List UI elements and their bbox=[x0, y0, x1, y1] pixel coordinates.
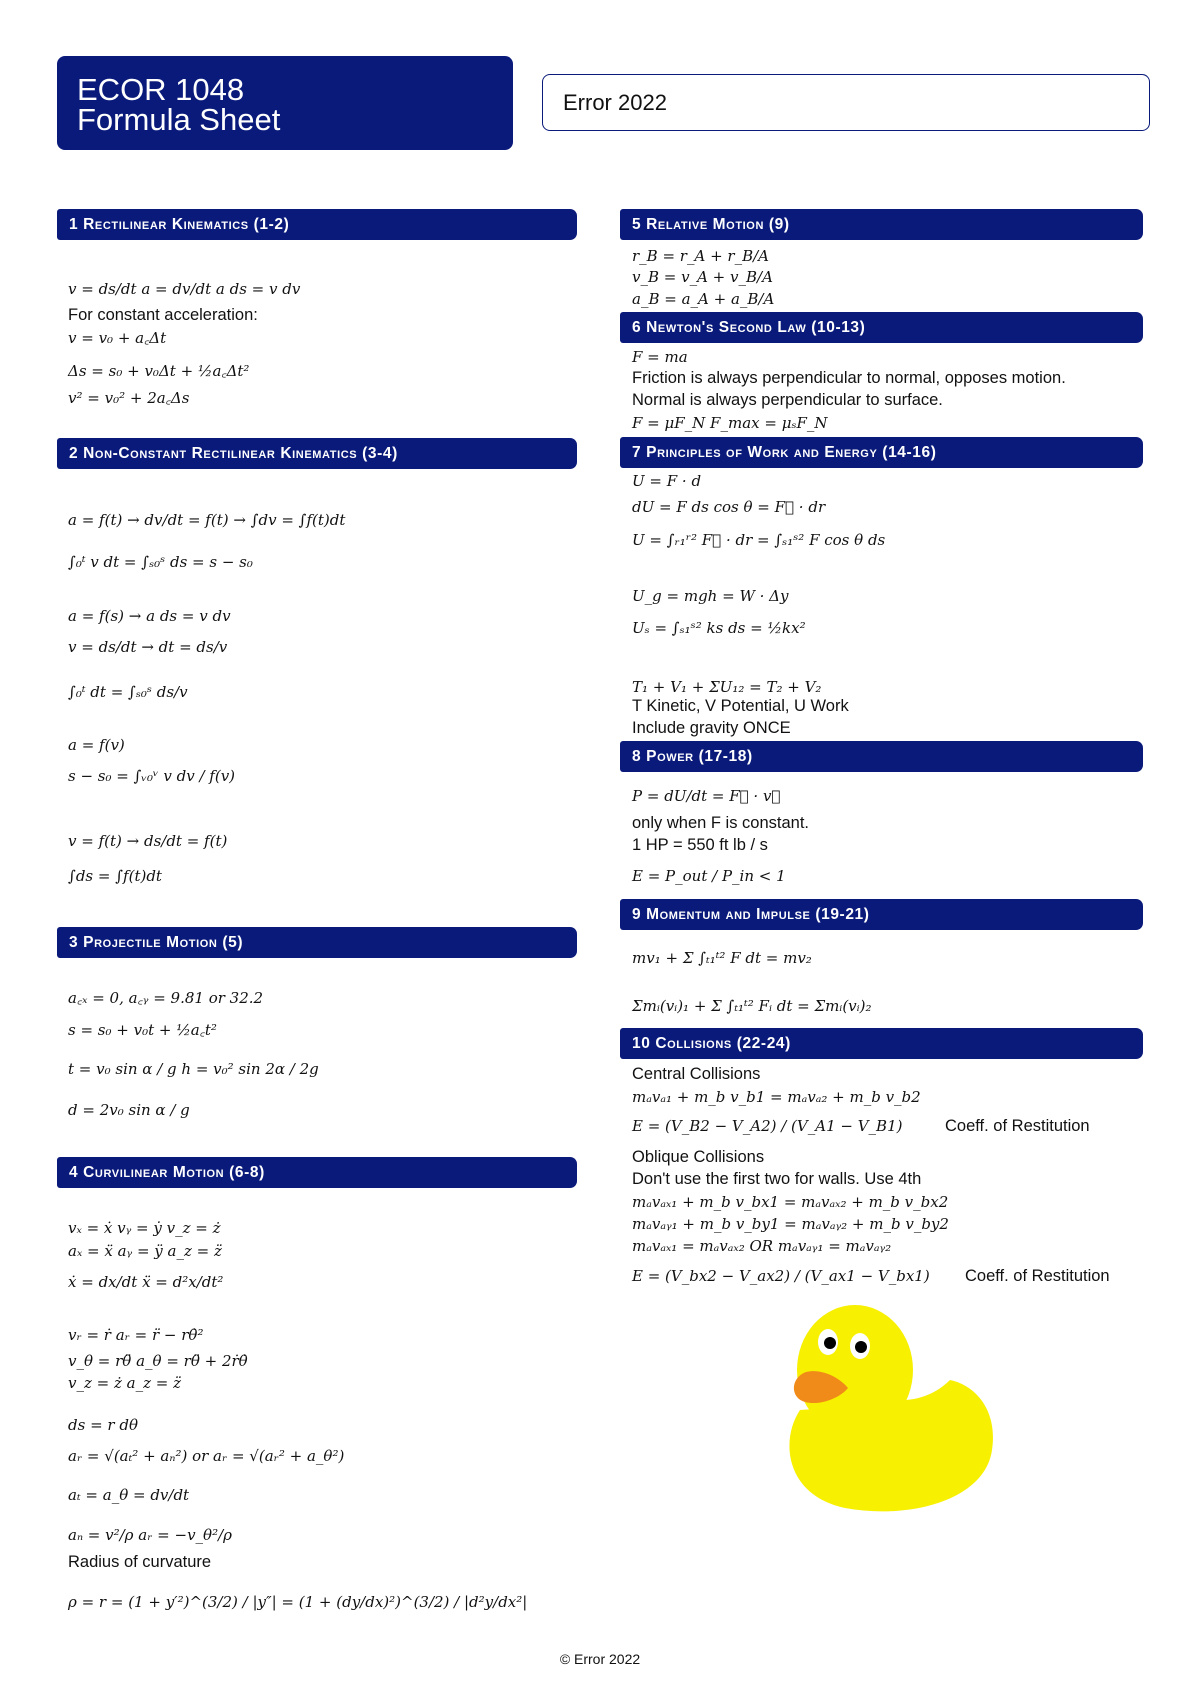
formula-line: v = ds/dt a = dv/dt a ds = v dv bbox=[68, 280, 301, 298]
formula-line: a = f(s) → a ds = v dv bbox=[68, 607, 231, 625]
formula-line: a = f(t) → dv/dt = f(t) → ∫dv = ∫f(t)dt bbox=[68, 511, 346, 529]
formula-line: a = f(v) bbox=[68, 736, 125, 754]
formula-line: Σmᵢ(vᵢ)₁ + Σ ∫ₜ₁ᵗ² Fᵢ dt = Σmᵢ(vᵢ)₂ bbox=[632, 997, 872, 1015]
text-line: 1 HP = 550 ft lb / s bbox=[632, 836, 768, 854]
formula-line: aₙ = v²/ρ aᵣ = −v_θ²/ρ bbox=[68, 1526, 232, 1544]
text-line: Radius of curvature bbox=[68, 1553, 212, 1571]
rubber-duck-illustration bbox=[760, 1290, 1010, 1520]
formula-line: r_B = r_A + r_B/A bbox=[632, 247, 769, 265]
section-header-work-energy: 7 Principles of Work and Energy (14-16) bbox=[620, 437, 1143, 468]
text-line: only when F is constant. bbox=[632, 814, 810, 832]
section-header-non-constant-kinematics: 2 Non-Constant Rectilinear Kinematics (3-4) bbox=[57, 438, 577, 469]
formula-line: d = 2v₀ sin α / g bbox=[68, 1101, 190, 1119]
formula-line: a_B = a_A + a_B/A bbox=[632, 290, 775, 308]
formula-line: P = dU/dt = F⃗ · v⃗ bbox=[632, 787, 781, 805]
formula-line: mv₁ + Σ ∫ₜ₁ᵗ² F dt = mv₂ bbox=[632, 949, 812, 967]
formula-line: U = F · d bbox=[632, 472, 702, 490]
text-line: Include gravity ONCE bbox=[632, 719, 791, 737]
formula-line: v_θ = rθ̈ a_θ = rθ̈ + 2ṙθ̇ bbox=[68, 1352, 248, 1370]
section-header-curvilinear-motion: 4 Curvilinear Motion (6-8) bbox=[57, 1157, 577, 1188]
section-header-rectilinear-kinematics: 1 Rectilinear Kinematics (1-2) bbox=[57, 209, 577, 240]
formula-line: vᵣ = ṙ aᵣ = r̈ − rθ̇² bbox=[68, 1326, 204, 1344]
formula-line: dU = F ds cos θ = F⃗ · dr bbox=[632, 498, 826, 516]
text-line: Normal is always perpendicular to surface. bbox=[632, 391, 943, 409]
text-line: Coeff. of Restitution bbox=[945, 1117, 1090, 1135]
author-box: Error 2022 bbox=[542, 74, 1150, 131]
duck-pupil-right bbox=[855, 1341, 867, 1353]
formula-line: Uₛ = ∫ₛ₁ˢ² ks ds = ½kx² bbox=[632, 619, 806, 637]
formula-line: v = f(t) → ds/dt = f(t) bbox=[68, 832, 228, 850]
text-line: Don't use the first two for walls. Use 4th bbox=[632, 1170, 922, 1188]
formula-line: mₐvₐₓ₁ + m_b v_bx1 = mₐvₐₓ₂ + m_b v_bx2 bbox=[632, 1193, 949, 1211]
formula-line: F = ma bbox=[632, 348, 688, 366]
formula-line: mₐvₐ₁ + m_b v_b1 = mₐvₐ₂ + m_b v_b2 bbox=[632, 1088, 921, 1106]
formula-line: E = (V_B2 − V_A2) / (V_A1 − V_B1) bbox=[632, 1117, 903, 1135]
formula-line: E = (V_bx2 − V_ax2) / (V_ax1 − V_bx1) bbox=[632, 1267, 930, 1285]
formula-line: v_B = v_A + v_B/A bbox=[632, 268, 773, 286]
section-header-newtons-second-law: 6 Newton's Second Law (10-13) bbox=[620, 312, 1143, 343]
formula-line: v = v₀ + a꜀Δt bbox=[68, 329, 167, 347]
formula-line: ∫ds = ∫f(t)dt bbox=[68, 867, 162, 885]
text-line: Friction is always perpendicular to normal, opposes motion. bbox=[632, 369, 1066, 387]
footer-copyright: © Error 2022 bbox=[559, 1651, 641, 1667]
formula-line: Δs = s₀ + v₀Δt + ½a꜀Δt² bbox=[68, 362, 250, 380]
formula-line: ds = r dθ bbox=[68, 1416, 138, 1434]
formula-line: t = v₀ sin α / g h = v₀² sin 2α / 2g bbox=[68, 1060, 319, 1078]
title-line-2: Formula Sheet bbox=[77, 102, 281, 137]
formula-line: v² = v₀² + 2a꜀Δs bbox=[68, 389, 190, 407]
text-line: Central Collisions bbox=[632, 1065, 761, 1083]
title-banner bbox=[57, 56, 513, 150]
formula-line: s = s₀ + v₀t + ½a꜀t² bbox=[68, 1021, 217, 1039]
text-line: T Kinetic, V Potential, U Work bbox=[632, 697, 849, 715]
formula-line: a꜀ₓ = 0, a꜀ᵧ = 9.81 or 32.2 bbox=[68, 989, 264, 1007]
duck-head bbox=[797, 1305, 913, 1435]
formula-line: E = P_out / P_in < 1 bbox=[632, 867, 786, 885]
formula-line: ρ = r = (1 + y′²)^(3/2) / |y″| = (1 + (dy/dx)²)^(3/2) / |d²y/dx²| bbox=[68, 1593, 528, 1611]
duck-pupil-left bbox=[824, 1337, 836, 1349]
formula-line: v = ds/dt → dt = ds/v bbox=[68, 638, 228, 656]
formula-line: T₁ + V₁ + ΣU₁₂ = T₂ + V₂ bbox=[632, 678, 822, 696]
formula-line: mₐvₐₓ₁ = mₐvₐₓ₂ OR mₐvₐᵧ₁ = mₐvₐᵧ₂ bbox=[632, 1237, 892, 1255]
title-line-1: ECOR 1048 bbox=[77, 72, 245, 107]
section-header-projectile-motion: 3 Projectile Motion (5) bbox=[57, 927, 577, 958]
formula-line: aₜ = a_θ = dv/dt bbox=[68, 1486, 190, 1504]
section-header-power: 8 Power (17-18) bbox=[620, 741, 1143, 772]
formula-line: aᵣ = √(aₜ² + aₙ²) or aᵣ = √(aᵣ² + a_θ²) bbox=[68, 1447, 345, 1465]
text-line: For constant acceleration: bbox=[68, 306, 258, 324]
formula-line: F = μF_N F_max = μₛF_N bbox=[632, 414, 828, 432]
text-line: Oblique Collisions bbox=[632, 1148, 765, 1166]
formula-line: ∫₀ᵗ v dt = ∫ₛ₀ˢ ds = s − s₀ bbox=[68, 553, 253, 571]
formula-line: U_g = mgh = W · Δy bbox=[632, 587, 789, 605]
formula-line: s − s₀ = ∫ᵥ₀ᵛ v dv / f(v) bbox=[68, 767, 236, 785]
formula-line: vₓ = ẋ vᵧ = ẏ v_z = ż bbox=[68, 1219, 221, 1237]
formula-line: ẋ = dx/dt ẍ = d²x/dt² bbox=[68, 1273, 224, 1291]
section-header-relative-motion: 5 Relative Motion (9) bbox=[620, 209, 1143, 240]
formula-line: aₓ = ẍ aᵧ = ÿ a_z = z̈ bbox=[68, 1242, 222, 1260]
section-header-momentum-impulse: 9 Momentum and Impulse (19-21) bbox=[620, 899, 1143, 930]
formula-line: v_z = ż a_z = z̈ bbox=[68, 1374, 182, 1392]
formula-line: mₐvₐᵧ₁ + m_b v_by1 = mₐvₐᵧ₂ + m_b v_by2 bbox=[632, 1215, 949, 1233]
section-header-collisions: 10 Collisions (22-24) bbox=[620, 1028, 1143, 1059]
formula-line: U = ∫ᵣ₁ʳ² F⃗ · dr = ∫ₛ₁ˢ² F cos θ ds bbox=[632, 531, 886, 549]
text-line: Coeff. of Restitution bbox=[965, 1267, 1110, 1285]
formula-line: ∫₀ᵗ dt = ∫ₛ₀ˢ ds/v bbox=[68, 683, 188, 701]
